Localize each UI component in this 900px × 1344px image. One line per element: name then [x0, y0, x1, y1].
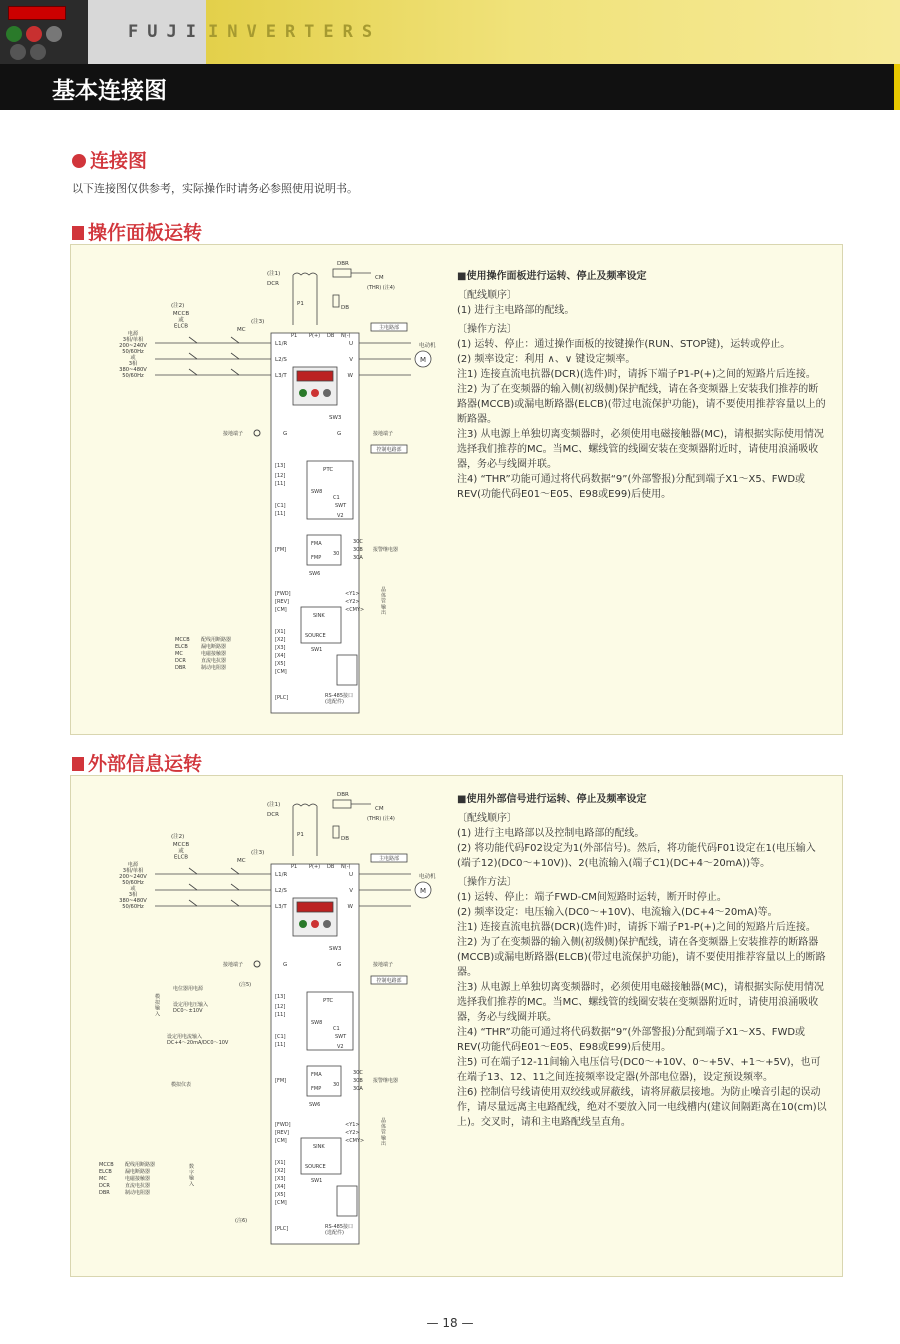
power-source-label: 3相	[128, 360, 138, 367]
analog-meter-label: 模拟仪表	[171, 1082, 192, 1088]
brand-word-fuji: FUJI	[128, 22, 205, 42]
legend-abbr: MC	[175, 651, 183, 657]
digital-input-label: 数	[189, 1164, 195, 1170]
sw3-label: SW3	[329, 415, 342, 421]
external-note: 注4) “THR”功能可通过将代码数据“9”(外部警报)分配到端子X1～X5、FWD或REV(功能代码E01～E05、E98或E99)后使用。	[457, 1027, 806, 1053]
legend-desc: 电磁接触器	[201, 651, 227, 657]
legend-abbr: MCCB	[99, 1162, 114, 1168]
input-terminal-1: L1/R	[275, 341, 288, 347]
legend-desc: 漏电断路器	[125, 1169, 151, 1175]
main-circuit-label: 主电路部	[378, 325, 400, 331]
transistor-output-label: 体	[381, 1123, 387, 1130]
section-panel-heading	[72, 218, 202, 245]
rs485-label: (选配件)	[325, 698, 344, 705]
voltage-input-label: DC0～±10V	[173, 1007, 203, 1014]
external-note: 注2) 为了在变频器的输入侧(初级侧)保护配线，请在各变频器上安装推荐的断路器(MCCB)或漏电断路器(ELCB)(带过电流保护功能)，请不要使用推荐容量以上的断路器。	[457, 937, 826, 978]
legend-abbr: DBR	[99, 1190, 110, 1196]
analog-input-label: 入	[155, 1011, 161, 1018]
input-terminal-3: L3/T	[275, 904, 287, 910]
mccb-switch	[189, 900, 197, 906]
square-bullet-icon	[72, 757, 84, 771]
sw6-label: SW6	[309, 1102, 321, 1108]
legend-abbr: DCR	[99, 1183, 110, 1189]
analog-input-label: 输	[155, 1005, 161, 1012]
main-circuit-label: 主电路部	[378, 856, 400, 862]
legend-desc: 制动电阻器	[201, 665, 227, 671]
circle-bullet-icon	[72, 154, 86, 168]
legend-abbr: DCR	[175, 658, 186, 664]
run-key-icon	[299, 389, 307, 397]
cm-terminal-label: CM	[375, 275, 384, 281]
keypad-display	[297, 902, 333, 912]
external-note: 注6) 控制信号线请使用双绞线或屏蔽线，请将屏蔽层接地。为防止噪音引起的误动作，请尽量远离主电路配线，绝对不要放入同一电线槽内(建议间隔距离在10(cm)以上)。交叉时，请和主电路配线呈直角。	[457, 1087, 827, 1128]
legend-desc: 配线用断路器	[201, 637, 232, 643]
voltage-input-label: 设定用电压输入	[173, 1002, 209, 1008]
transistor-output-label: 出	[381, 1141, 387, 1147]
section-panel-title: 操作面板运转	[88, 222, 203, 244]
note6-label: (注6)	[235, 1218, 248, 1224]
x-terminal: [X2]	[275, 637, 286, 643]
digital-input-label: 入	[189, 1181, 195, 1188]
g2-terminal: G	[337, 431, 342, 437]
note5-label: (注5)	[239, 982, 252, 988]
v2-label: V2	[337, 513, 344, 519]
mccb-switch	[189, 369, 197, 375]
power-source-label: 电源	[127, 862, 139, 868]
fmp-label: FMP	[311, 555, 322, 561]
relay-30b: 30B	[353, 547, 363, 553]
square-bullet-icon	[72, 226, 84, 240]
fmp-label: FMP	[311, 1086, 322, 1092]
mc-switch	[231, 868, 239, 874]
analog-terminal: [11]	[275, 511, 286, 517]
current-input-label: DC+4～20mA/DC0～10V	[167, 1039, 229, 1046]
mccb-label: ELCB	[173, 323, 189, 330]
analog-terminal: [C1]	[275, 1034, 286, 1040]
legend-desc: 制动电阻器	[125, 1190, 151, 1196]
mc-switch	[231, 884, 239, 890]
mccb-switch	[189, 884, 197, 890]
input-terminal-2: L2/S	[275, 357, 287, 363]
dcr-coil	[293, 273, 317, 275]
fwd-terminal: [FWD]	[275, 1122, 291, 1128]
mccb-switch	[189, 353, 197, 359]
db-fuse	[333, 295, 339, 307]
relay-30: 30	[333, 551, 340, 557]
motor-label: 电动机	[419, 874, 436, 880]
relay-30a: 30A	[353, 555, 363, 561]
ground-symbol-left	[254, 961, 260, 967]
digital-input-label: 字	[189, 1169, 195, 1176]
y-terminal: <CMY>	[345, 607, 365, 613]
relay-30c: 30C	[353, 1070, 363, 1076]
alarm-relay-label: 报警继电器	[373, 1078, 399, 1084]
ground-left-label: 接地端子	[223, 431, 244, 437]
input-terminal-3: L3/T	[275, 373, 287, 379]
output-terminal-U: U	[348, 872, 353, 878]
rev-terminal: [REV]	[275, 599, 289, 605]
rs485-label: RS-485接口	[325, 693, 353, 699]
panel-wiring-heading: 〔配线顺序〕	[457, 290, 517, 301]
power-source-label: 50/60Hz	[122, 372, 144, 379]
ground-right-label: 接地端子	[373, 962, 394, 968]
swt-label: SWT	[335, 1034, 347, 1040]
current-input-label: 设定用电流输入	[167, 1034, 203, 1040]
fwd-terminal: [FWD]	[275, 591, 291, 597]
panel-note: 注3) 从电源上单独切离变频器时，必须使用电磁接触器(MC)，请根据实际使用情况选择我们推荐的MC。当MC、螺线管的线圈安装在变频器附近时，请使用浪涌吸收器，务必与线圈并联。	[457, 429, 824, 470]
x-terminal: [X1]	[275, 1160, 286, 1166]
power-source-label: 3相/单相	[122, 336, 144, 343]
panel-note: 注2) 为了在变频器的输入侧(初级侧)保护配线，请在各变频器上安装我们推荐的断路器(MCCB)或漏电断路器(ELCB)(带过电流保护功能)，请不要使用推荐容量以上的断路器。	[457, 384, 826, 425]
mccb-switch	[189, 868, 197, 874]
relay-30c: 30C	[353, 539, 363, 545]
section-external-heading	[72, 749, 202, 776]
db-fuse	[333, 826, 339, 838]
cm-terminal: [CM]	[275, 1138, 287, 1144]
rs485-port	[337, 1186, 357, 1216]
external-note: 注1) 连接直流电抗器(DCR)(选件)时，请拆下端子P1-P(+)之间的短路片后连接。	[457, 922, 816, 933]
y-terminal: <Y2>	[345, 599, 360, 605]
transistor-output-label: 输	[381, 1135, 387, 1142]
p1-terminal: P1	[291, 864, 298, 870]
section-external-title: 外部信息运转	[88, 753, 203, 775]
legend-abbr: MC	[99, 1176, 107, 1182]
power-source-label: 200~240V	[119, 873, 147, 880]
y-terminal: <Y1>	[345, 591, 360, 597]
x-terminal: [X4]	[275, 653, 286, 659]
motor-m: M	[419, 356, 427, 364]
transistor-output-label: 管	[381, 598, 387, 605]
rs485-label: (选配件)	[325, 1229, 344, 1236]
nminus-terminal: N(-)	[341, 333, 351, 339]
ground-right-label: 接地端子	[373, 431, 394, 437]
legend-desc: 直流电抗器	[125, 1183, 151, 1189]
panel-instructions-heading: ■使用操作面板进行运转、停止及频率设定	[457, 271, 647, 282]
mc-switch	[231, 337, 239, 343]
sw8-label: SW8	[311, 1020, 323, 1026]
analog-terminal: [13]	[275, 463, 286, 469]
g1-terminal: G	[283, 962, 288, 968]
transistor-output-label: 管	[381, 1129, 387, 1136]
page-title: 基本连接图	[52, 78, 167, 104]
external-operation-box	[70, 775, 843, 1277]
relay-30: 30	[333, 1082, 340, 1088]
analog-terminal: [12]	[275, 1004, 286, 1010]
y-terminal: <Y1>	[345, 1122, 360, 1128]
note1-label: (注1)	[267, 271, 281, 277]
panel-note: 注1) 连接直流电抗器(DCR)(选件)时，请拆下端子P1-P(+)之间的短路片后连接。	[457, 369, 816, 380]
relay-30a: 30A	[353, 1086, 363, 1092]
panel-note: 注4) “THR”功能可通过将代码数据“9”(外部警报)分配到端子X1～X5、FWD或REV(功能代码E01～E05、E98或E99)后使用。	[457, 474, 806, 500]
mc-switch	[231, 900, 239, 906]
p1-label: P1	[297, 301, 304, 307]
ptc-label: PTC	[323, 998, 334, 1004]
x-terminal: [CM]	[275, 669, 287, 675]
section-connection-title: 连接图	[90, 150, 148, 172]
c1-label: C1	[333, 1026, 340, 1032]
legend-desc: 配线用断路器	[125, 1162, 156, 1168]
rs485-port	[337, 655, 357, 685]
note2-label: (注2)	[171, 303, 185, 309]
legend-abbr: DBR	[175, 665, 186, 671]
external-op-heading: 〔操作方法〕	[457, 877, 517, 888]
dbr-resistor	[333, 800, 351, 808]
panel-wiring-step: (1) 进行主电路部的配线。	[457, 305, 575, 316]
mc-switch	[231, 369, 239, 375]
transistor-output-label: 体	[381, 592, 387, 599]
arrow-key-icon	[323, 920, 331, 928]
brand-band	[206, 0, 900, 64]
page-number-value: 18	[442, 1316, 458, 1330]
plc-terminal: [PLC]	[275, 695, 289, 701]
control-circuit-label: 控制电路部	[376, 978, 402, 984]
panel-op-step: (1) 运转、停止：通过操作面板的按键操作(RUN、STOP键)，运转或停止。	[457, 339, 791, 350]
external-instructions-heading: ■使用外部信号进行运转、停止及频率设定	[457, 794, 647, 805]
power-source-label: 或	[130, 885, 136, 892]
reference-note: 以下连接图仅供参考，实际操作时请务必参照使用说明书。	[72, 182, 358, 195]
legend-desc: 直流电抗器	[201, 658, 227, 664]
power-source-label: 3相	[128, 891, 138, 898]
analog-terminal: [13]	[275, 994, 286, 1000]
sw8-label: SW8	[311, 489, 323, 495]
motor-label: 电动机	[419, 343, 436, 349]
panel-op-heading: 〔操作方法〕	[457, 324, 517, 335]
sw6-label: SW6	[309, 571, 321, 577]
mccb-switch	[189, 337, 197, 343]
power-source-label: 50/60Hz	[122, 879, 144, 886]
relay-30b: 30B	[353, 1078, 363, 1084]
legend-abbr: ELCB	[175, 644, 188, 650]
title-accent	[894, 64, 900, 110]
g1-terminal: G	[283, 431, 288, 437]
external-wiring-step: (2) 将功能代码F02设定为1(外部信号)。然后，将功能代码F01设定在1(电压输入(端子12)(DC0～+10V))、2(电流输入(端子C1)(DC+4～20mA))等。	[457, 843, 816, 869]
keypad-display	[297, 371, 333, 381]
external-note: 注3) 从电源上单独切离变频器时，必须使用电磁接触器(MC)，请根据实际使用情况选择我们推荐的MC。当MC、螺线管的线圈安装在变频器附近时，请使用浪涌吸收器，务必与线圈并联。	[457, 982, 824, 1023]
analog-input-label: 拟	[155, 999, 161, 1006]
db-text: DB	[341, 836, 350, 842]
thr-label: (THR) (注4)	[367, 285, 395, 291]
mc-switch	[231, 353, 239, 359]
pplus-terminal: P(+)	[309, 333, 321, 339]
external-wiring-diagram	[71, 776, 451, 1276]
pplus-terminal: P(+)	[309, 864, 321, 870]
external-instructions	[457, 792, 827, 1130]
analog-terminal: [11]	[275, 1042, 286, 1048]
page-number: — 18 —	[426, 1316, 474, 1330]
mccb-label: 或	[178, 848, 184, 855]
analog-terminal: [11]	[275, 1012, 286, 1018]
p1-label: P1	[297, 832, 304, 838]
dcr-label: DCR	[267, 812, 279, 818]
panel-wiring-diagram	[71, 245, 451, 734]
legend-desc: 漏电断路器	[201, 644, 227, 650]
ground-left-label: 接地端子	[223, 962, 244, 968]
legend-desc: 电磁接触器	[125, 1176, 151, 1182]
transistor-output-label: 出	[381, 610, 387, 616]
output-terminal-W: W	[347, 904, 353, 910]
p1-terminal: P1	[291, 333, 298, 339]
mc-label: MC	[237, 858, 246, 864]
arrow-key-icon	[323, 389, 331, 397]
nminus-terminal: N(-)	[341, 864, 351, 870]
external-wiring-step: (1) 进行主电路部以及控制电路部的配线。	[457, 828, 645, 839]
power-source-label: 200~240V	[119, 342, 147, 349]
sw3-label: SW3	[329, 946, 342, 952]
run-key-icon	[299, 920, 307, 928]
sw1-label: SW1	[311, 1178, 323, 1184]
note3-label: (注3)	[251, 319, 265, 325]
x-terminal: [X3]	[275, 1176, 286, 1182]
swt-label: SWT	[335, 503, 347, 509]
external-op-step: (2) 频率设定：电压输入(DC0～+10V)、电流输入(DC+4～20mA)等。	[457, 907, 778, 918]
c1-label: C1	[333, 495, 340, 501]
note2-label: (注2)	[171, 834, 185, 840]
x-terminal: [X4]	[275, 1184, 286, 1190]
sink-label: SINK	[313, 1144, 325, 1150]
x-terminal: [X2]	[275, 1168, 286, 1174]
power-source-label: 380~480V	[119, 366, 147, 373]
db-terminal: DB	[327, 864, 335, 870]
digital-input-label: 输	[189, 1175, 195, 1182]
transistor-output-label: 晶	[381, 587, 387, 593]
page-title-bar	[0, 64, 900, 110]
mccb-label: ELCB	[173, 854, 189, 861]
mc-label: MC	[237, 327, 246, 333]
panel-op-step: (2) 频率设定：利用 ∧、∨ 键设定频率。	[457, 354, 636, 365]
output-terminal-V: V	[349, 888, 353, 894]
rs485-label: RS-485接口	[325, 1224, 353, 1230]
legend-abbr: MCCB	[175, 637, 190, 643]
analog-input-label: 模	[155, 994, 161, 1000]
note3-label: (注3)	[251, 850, 265, 856]
ptc-label: PTC	[323, 467, 334, 473]
db-text: DB	[341, 305, 350, 311]
alarm-relay-label: 报警继电器	[373, 547, 399, 553]
rev-terminal: [REV]	[275, 1130, 289, 1136]
db-terminal: DB	[327, 333, 335, 339]
fma-label: FMA	[311, 1072, 322, 1078]
source-label: SOURCE	[305, 633, 326, 639]
x-terminal: [X1]	[275, 629, 286, 635]
dbr-label: DBR	[337, 792, 349, 798]
x-terminal: [X3]	[275, 645, 286, 651]
source-label: SOURCE	[305, 1164, 326, 1170]
x-terminal: [CM]	[275, 1200, 287, 1206]
transistor-output-label: 晶	[381, 1118, 387, 1124]
output-terminal-U: U	[348, 341, 353, 347]
x-terminal: [X5]	[275, 661, 286, 667]
analog-terminal: [C1]	[275, 503, 286, 509]
fm-terminal: [FM]	[275, 547, 287, 553]
dbr-resistor	[333, 269, 351, 277]
fma-label: FMA	[311, 541, 322, 547]
cm-terminal: [CM]	[275, 607, 287, 613]
output-terminal-V: V	[349, 357, 353, 363]
ground-symbol-left	[254, 430, 260, 436]
legend-abbr: ELCB	[99, 1169, 112, 1175]
power-source-label: 50/60Hz	[122, 348, 144, 355]
dbr-label: DBR	[337, 261, 349, 267]
external-op-step: (1) 运转、停止：端子FWD-CM间短路时运转，断开时停止。	[457, 892, 727, 903]
dcr-coil	[293, 804, 317, 806]
mccb-label: 或	[178, 317, 184, 324]
power-source-label: 电源	[127, 331, 139, 337]
panel-operation-box	[70, 244, 843, 735]
power-source-label: 3相/单相	[122, 867, 144, 874]
plc-terminal: [PLC]	[275, 1226, 289, 1232]
sw1-label: SW1	[311, 647, 323, 653]
analog-terminal: [11]	[275, 481, 286, 487]
note1-label: (注1)	[267, 802, 281, 808]
external-wiring-heading: 〔配线顺序〕	[457, 813, 517, 824]
y-terminal: <Y2>	[345, 1130, 360, 1136]
power-source-label: 380~480V	[119, 897, 147, 904]
mccb-label: MCCB	[172, 842, 190, 848]
power-source-label: 50/60Hz	[122, 903, 144, 910]
brand-word-inverters: INVERTERS	[208, 22, 382, 42]
stop-key-icon	[311, 920, 319, 928]
inverter-keypad-logo	[0, 0, 88, 64]
motor-m: M	[419, 887, 427, 895]
v2-label: V2	[337, 1044, 344, 1050]
external-note: 注5) 可在端子12-11间输入电压信号(DC0～+10V、0～+5V、+1～+5V)，也可在端子13、12、11之间连接频率设定器(外部电位器)，设定预设频率。	[457, 1057, 821, 1083]
mccb-label: MCCB	[172, 311, 190, 317]
sink-label: SINK	[313, 613, 325, 619]
dcr-label: DCR	[267, 281, 279, 287]
input-terminal-1: L1/R	[275, 872, 288, 878]
cm-terminal-label: CM	[375, 806, 384, 812]
input-terminal-2: L2/S	[275, 888, 287, 894]
g2-terminal: G	[337, 962, 342, 968]
stop-key-icon	[311, 389, 319, 397]
y-terminal: <CMY>	[345, 1138, 365, 1144]
potentiometer-power-label: 电位器用电源	[173, 986, 204, 992]
thr-label: (THR) (注4)	[367, 816, 395, 822]
control-circuit-label: 控制电路部	[376, 447, 402, 453]
transistor-output-label: 输	[381, 604, 387, 611]
x-terminal: [X5]	[275, 1192, 286, 1198]
output-terminal-W: W	[347, 373, 353, 379]
power-source-label: 或	[130, 354, 136, 361]
section-connection-heading	[72, 146, 147, 173]
analog-terminal: [12]	[275, 473, 286, 479]
top-banner	[0, 0, 900, 64]
fm-terminal: [FM]	[275, 1078, 287, 1084]
panel-instructions	[457, 269, 827, 502]
